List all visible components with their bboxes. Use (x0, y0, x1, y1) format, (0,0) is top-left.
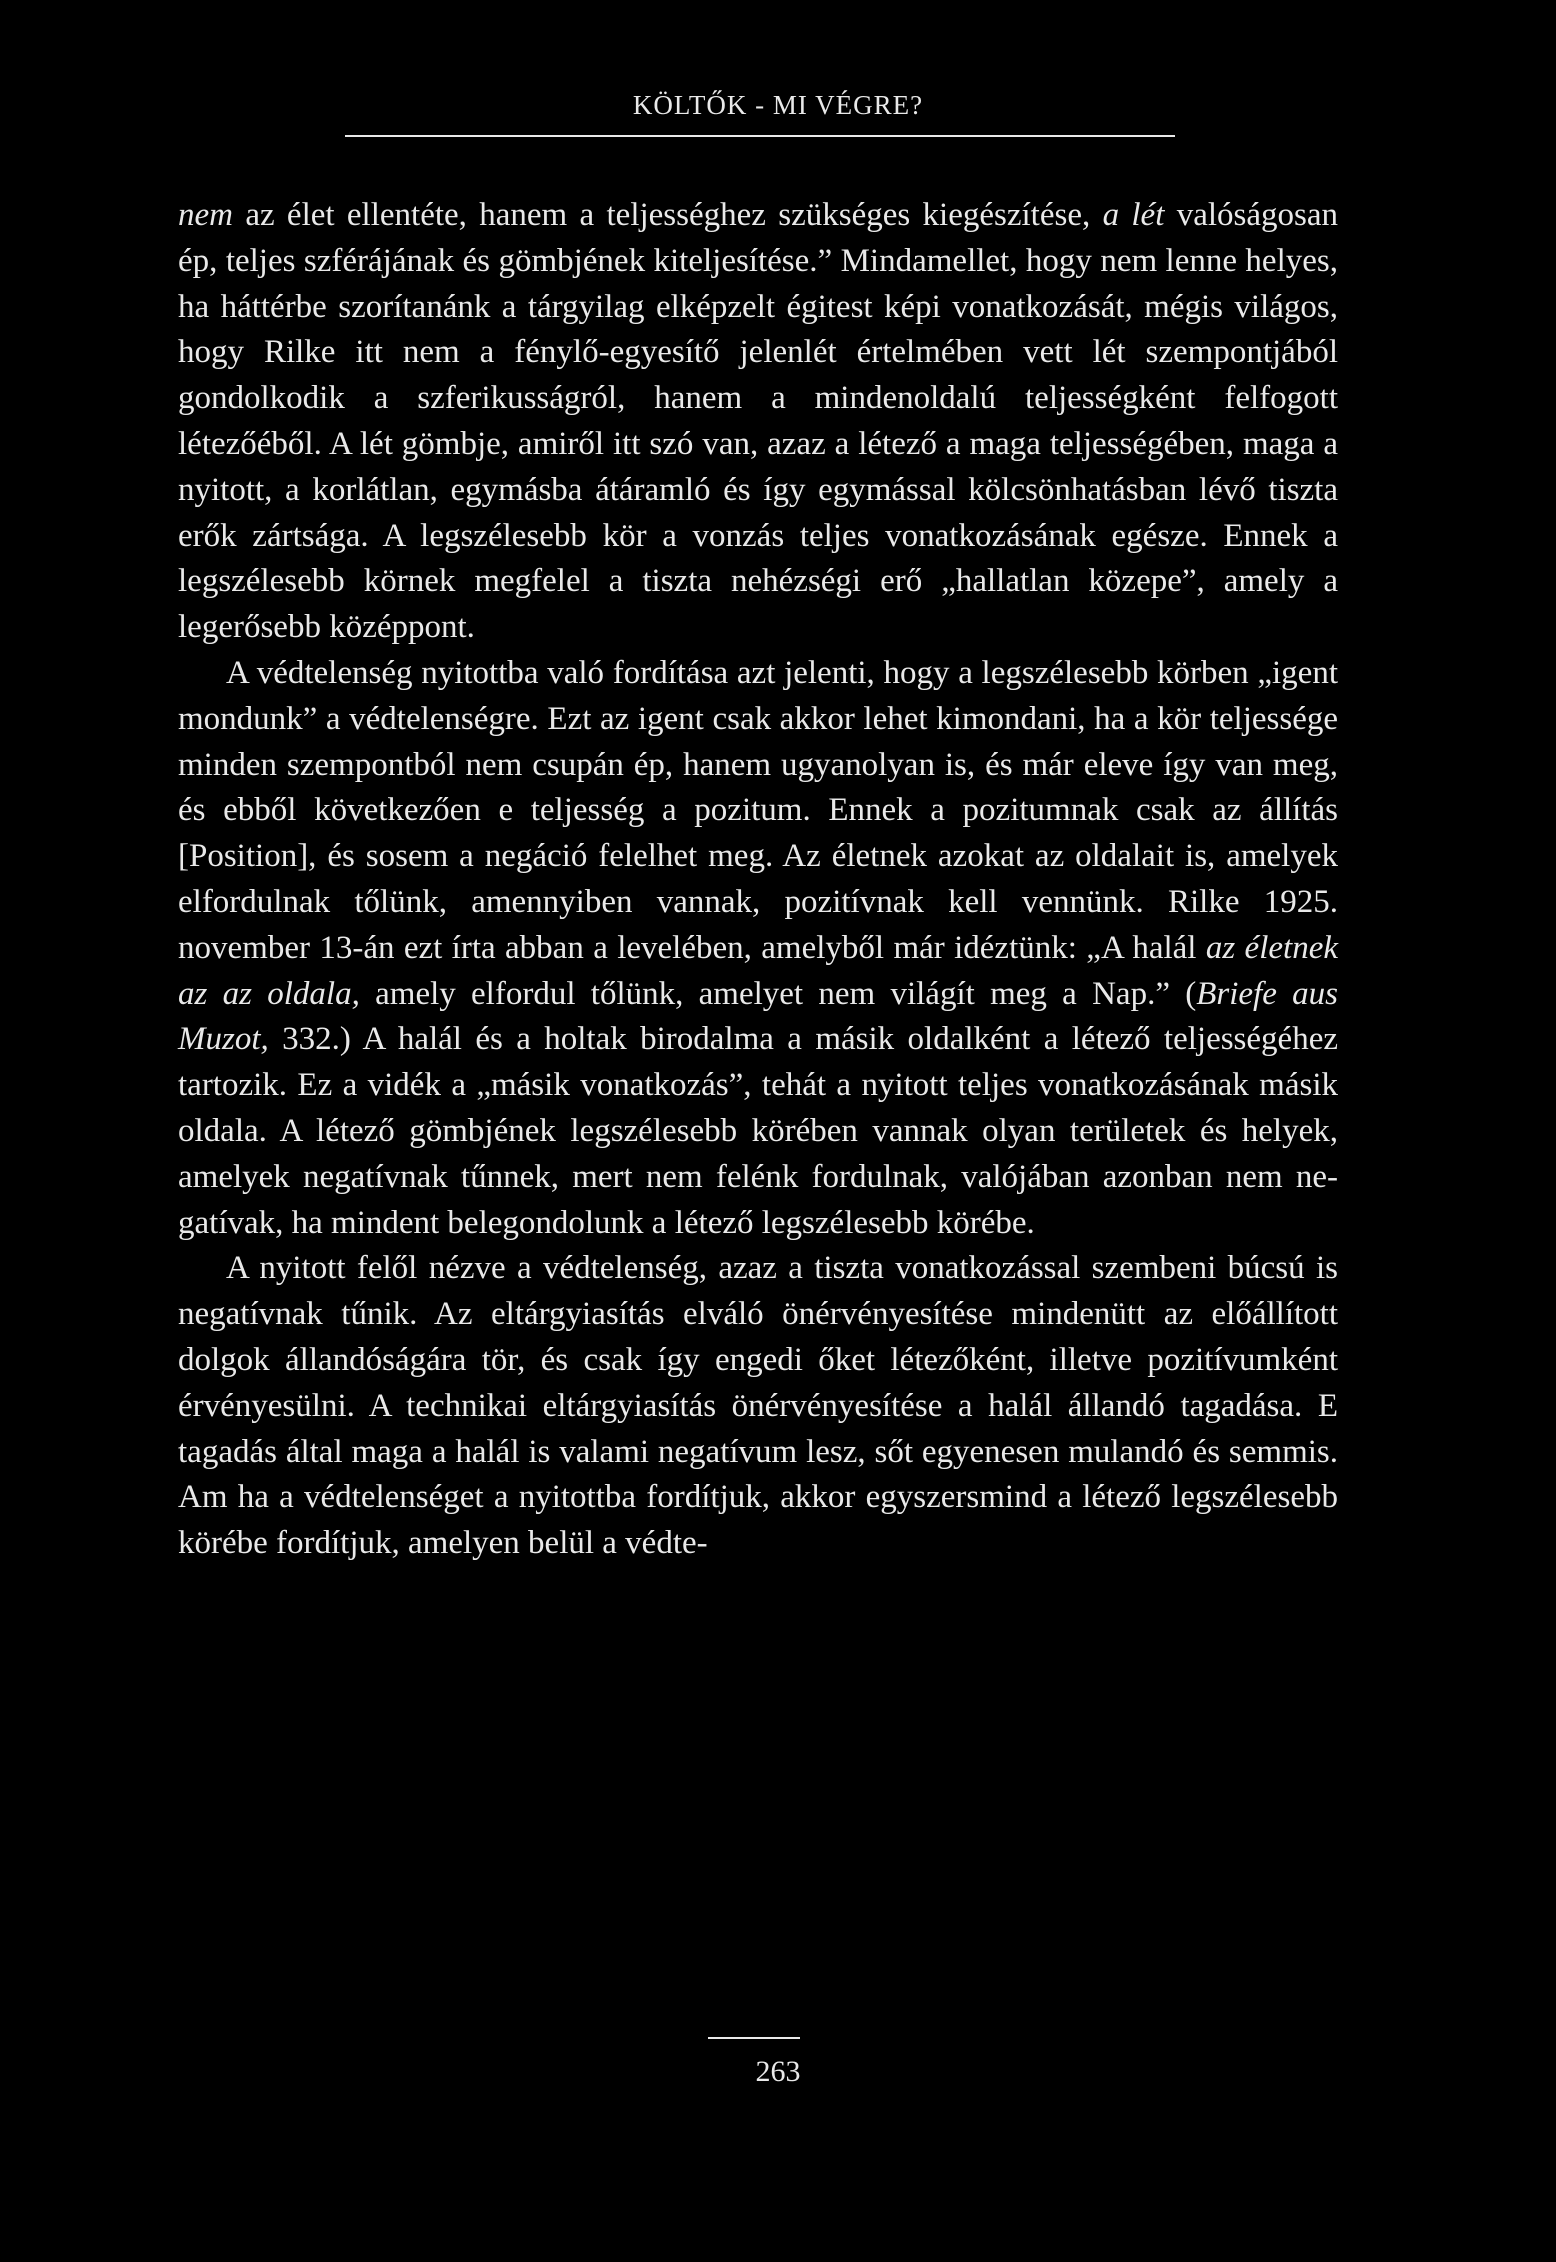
header-rule (345, 135, 1175, 137)
text-run: A nyitott felől nézve a védtelenség, azaz a tiszta vonatkozással szembeni búcsú is negatívnak tűnik. Az eltárgyiasítás elváló önérvényesítése mindenütt az előállított dolgok állandóságára tör, és csak így engedi őket létezőként, illetve pozitívumként érvényesülni. A technikai eltárgyiasítás önérvényesítése a halál állandó tagadása. E tagadás által maga a halál is valami negatívum lesz, sőt egyenesen mulandó és semmis. Am ha a védtelenséget a nyitottba fordítjuk, akkor egyszersmind a létező legszélesebb körébe fordítjuk, amelyen belül a védte- (178, 1250, 1338, 1562)
italic-text: nem (178, 197, 233, 233)
text-run: az élet ellentéte, hanem a teljességhez szükséges kiegészítése, (232, 197, 1103, 233)
paragraph-3 (178, 1246, 1338, 1567)
italic-text: Briefe aus Muzot, (178, 975, 1338, 1058)
footer-rule (708, 2037, 800, 2039)
running-head: KÖLTŐK - MI VÉGRE? (632, 90, 924, 120)
paragraph-2 (178, 651, 1338, 1246)
paragraph-1 (178, 193, 1338, 651)
text-run: valóságosan ép, teljes szférájának és gömbjének kiteljesítése.” Mindamellet, hogy nem lenne helyes, ha háttérbe szorítanánk a tárgyilag elképzelt égitest képi vonatkozását, mégis világos, hogy Rilke itt nem a fénylő-egyesítő jelenlét értelmében vett lét szempontjából gondolkodik a szferikusságról, hanem a mindenoldalú teljességként felfogott létezőéből. A lét gömbje, amiről itt szó van, azaz a létező a maga teljességében, maga a nyitott, a korlátlan, egymásba átáramló és így egymással kölcsönhatásban lévő tiszta erők zártsága. A legszélesebb kör a vonzás teljes vonatkozásának egésze. Ennek a legszélesebb körnek megfelel a tiszta nehézségi erő „hallatlan közepe”, amely a legerősebb középpont. (178, 197, 1338, 646)
text-run: A védtelenség nyitottba való fordítása azt jelenti, hogy a legszélesebb körben „igent mondunk” a védtelenségre. Ezt az igent csak akkor lehet kimondani, ha a kör teljessége minden szempontból nem csupán ép, hanem ugyanolyan is, és már eleve így van meg, és ebből következően e teljesség a pozitum. Ennek a pozitumnak csak az állítás [Position], és sosem a negáció felelhet meg. Az életnek azokat az oldalait is, amelyek elfordulnak tőlünk, amennyiben vannak, pozitívnak kell vennünk. Rilke 1925. november 13-án ezt írta abban a levelében, amelyből már idéztünk: „A halál (178, 654, 1338, 966)
italic-text: az életnek az az oldala, (178, 929, 1338, 1012)
italic-text: a lét (1102, 197, 1165, 233)
text-run: 332.) A halál és a holtak birodalma a másik oldalként a létező teljességéhez tartozik. Ez a vidék a „másik vonatkozás”, tehát a nyitott teljes vonatkozásának másik oldala. A létező gömbjének legszélesebb körében vannak olyan területek és helyek, amelyek negatívnak tűnnek, mert nem felénk fordulnak, valójában azonban nem negatívak, ha mindent belegondolunk a létező legszélesebb körébe. (178, 1021, 1338, 1241)
text-run: amely elfordul tőlünk, amelyet nem világít meg a Nap.” ( (359, 975, 1197, 1012)
page-number: 263 (755, 2055, 801, 2088)
body-text (178, 193, 1338, 1567)
